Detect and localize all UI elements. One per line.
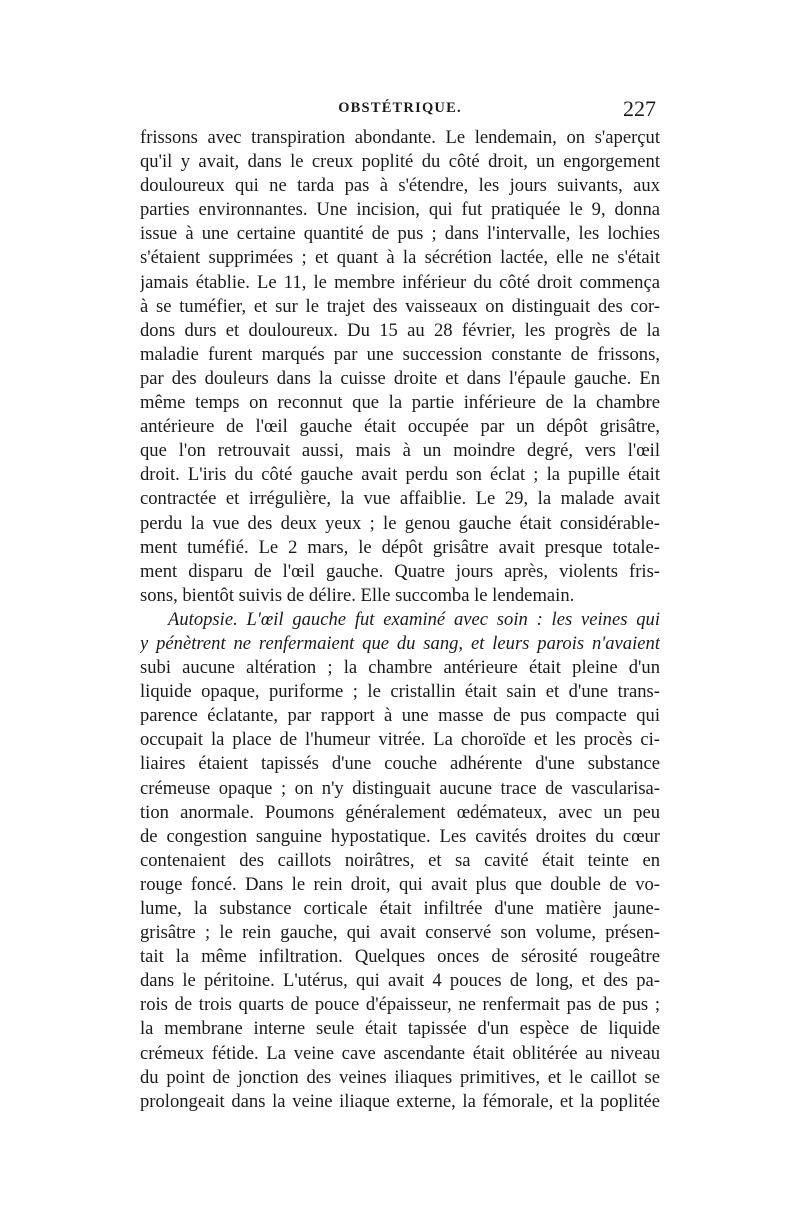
text-line: tait la même infiltration. Quelques onces de sérosité rougeâtre [140,946,660,968]
text-line: occupait la place de l'humeur vitrée. La choroïde et les procès ci- [140,729,660,751]
paragraph-end-line: sons, bientôt suivis de délire. Elle succomba le lendemain. [140,584,575,606]
text-line: liaires étaient tapissés d'une couche adhérente d'une substance [140,753,660,775]
page-number: 227 [623,96,656,121]
text-line: prolongeait dans la veine iliaque externe, la fémorale, et la poplitée [140,1090,660,1112]
text-line: même temps on reconnut que la partie inférieure de la chambre [140,392,660,414]
text-line: rois de trois quarts de pouce d'épaisseur, ne renfermait pas de pus ; [140,994,660,1016]
text-line: la membrane interne seule était tapissée d'un espèce de liquide [140,1018,660,1040]
text-line: de congestion sanguine hypostatique. Les cavités droites du cœur [140,825,660,847]
text-line: maladie furent marqués par une succession constante de frissons, [140,343,660,365]
text-line: douloureux qui ne tarda pas à s'étendre, les jours suivants, aux [140,175,660,197]
text-line: lume, la substance corticale était infiltrée d'une matière jaune- [140,898,660,919]
text-line: issue à une certaine quantité de pus ; dans l'intervalle, les lochies [140,223,660,245]
text-line: ment disparu de l'œil gauche. Quatre jours après, violents fris- [140,560,660,582]
text-line: grisâtre ; le rein gauche, qui avait conservé son volume, présen- [140,922,660,944]
text-line: par des douleurs dans la cuisse droite et dans l'épaule gauche. En [140,367,660,389]
text-line: antérieure de l'œil gauche était occupée par un dépôt grisâtre, [140,416,660,438]
body-text [140,126,660,1114]
book-page [140,96,660,1114]
text-line: jamais établie. Le 11, le membre inférieur du côté droit commença [140,271,660,293]
text-line: qu'il y avait, dans le creux poplité du côté droit, un engorgement [140,151,660,173]
text-line: que l'on retrouvait aussi, mais à un moindre degré, vers l'œil [140,440,660,462]
text-line: dons durs et douloureux. Du 15 au 28 février, les progrès de la [140,319,660,341]
text-line: perdu la vue des deux yeux ; le genou gauche était considérable- [140,512,660,534]
text-line: dans le péritoine. L'utérus, qui avait 4 pouces de long, et des pa- [140,970,660,992]
text-line: parties environnantes. Une incision, qui fut pratiquée le 9, donna [140,199,660,221]
text-line: crémeuse opaque ; on n'y distinguait aucune trace de vascularisa- [140,777,660,799]
text-line: droit. L'iris du côté gauche avait perdu son éclat ; la pupille était [140,464,660,486]
text-line: ment tuméfié. Le 2 mars, le dépôt grisâtre avait presque totale- [140,536,660,558]
text-line: liquide opaque, puriforme ; le cristallin était sain et d'une trans- [140,681,660,703]
text-line: s'étaient supprimées ; et quant à la sécrétion lactée, elle ne s'était [140,247,660,269]
text-line: contractée et irrégulière, la vue affaiblie. Le 29, la malade avait [140,488,660,510]
text-line: à se tuméfier, et sur le trajet des vaisseaux on distinguait des cor- [140,295,660,317]
text-line: parence éclatante, par rapport à une masse de pus compacte qui [140,705,660,727]
text-line: contenaient des caillots noirâtres, et sa cavité était teinte en [140,849,660,871]
text-line: rouge foncé. Dans le rein droit, qui avait plus que double de vo- [140,873,660,895]
text-line: subi aucune altération ; la chambre antérieure était pleine d'un [140,657,660,679]
autopsy-line: Autopsie. L'œil gauche fut examiné avec soin : les veines qui [168,608,660,630]
text-line: tion anormale. Poumons généralement œdémateux, avec un peu [140,801,660,823]
text-line: frissons avec transpiration abondante. Le lendemain, on s'aperçut [140,127,660,148]
text-line: crémeux fétide. La veine cave ascendante était oblitérée au niveau [140,1042,660,1064]
running-head [140,96,660,124]
text-line: du point de jonction des veines iliaques primitives, et le caillot se [140,1066,660,1088]
running-title: OBSTÉTRIQUE. [338,100,462,116]
text-line: y pénètrent ne renfermaient que du sang, et leurs parois n'avaient [140,632,660,654]
